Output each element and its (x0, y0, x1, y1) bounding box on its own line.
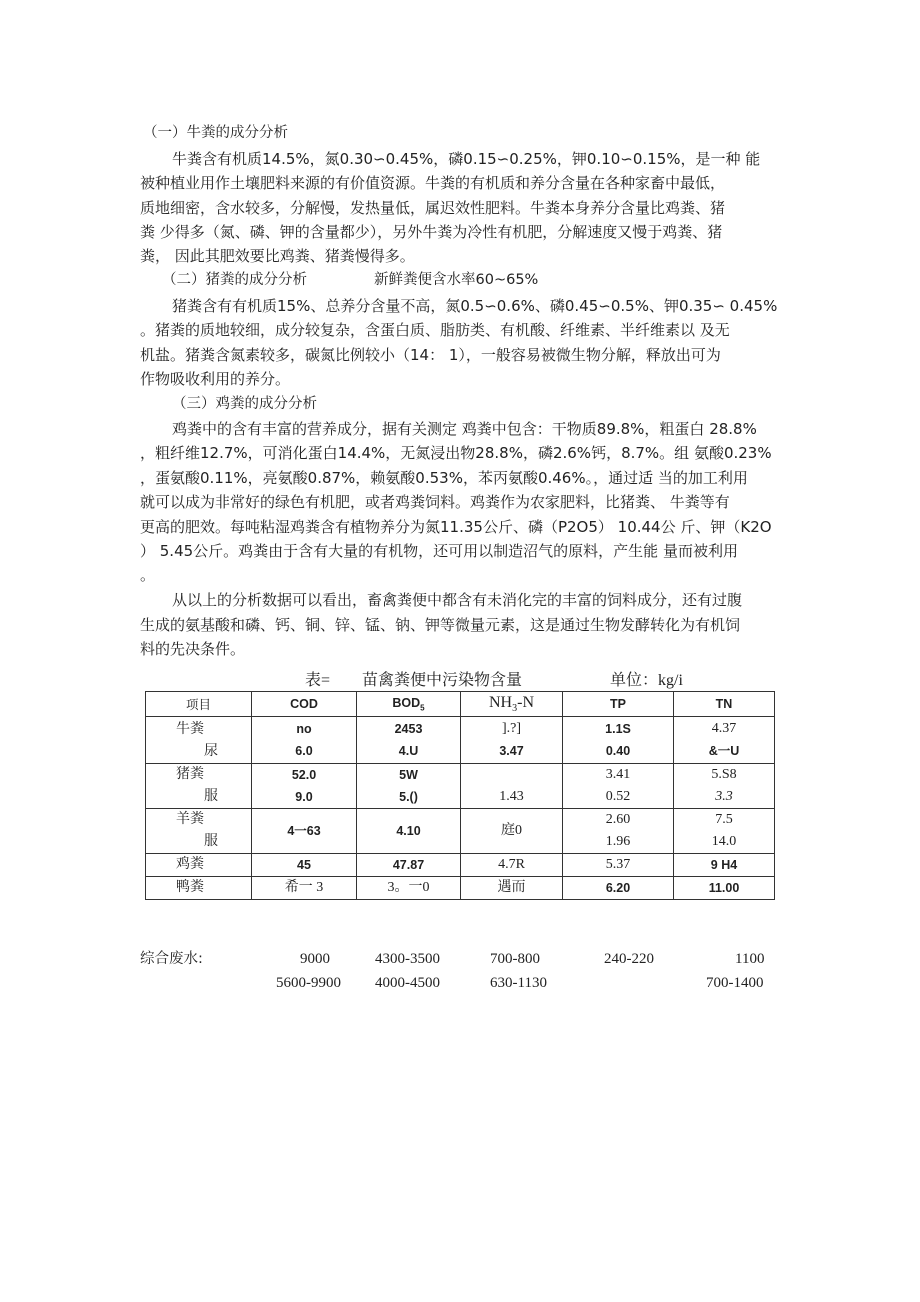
row-name-pig-urine: 服 (204, 789, 218, 804)
cell-tp: 2.60 (605, 812, 631, 827)
summary-line-1: 从以上的分析数据可以看出，畜禽粪便中都含有未消化完的丰富的饲料成分，还有过腹 (172, 591, 743, 609)
pig-line-4: 作物吸收利用的养分。 (140, 370, 291, 388)
wastewater-value: 700-800 (490, 951, 540, 967)
cell-tn: &一U (708, 744, 740, 758)
cell-tp: 6.20 (605, 881, 631, 895)
cell-tn: 5.S8 (711, 767, 737, 782)
table-row (146, 877, 775, 900)
cell-cod: no (296, 722, 312, 736)
pollutant-table (145, 691, 775, 900)
wastewater-value: 240-220 (604, 951, 654, 967)
pig-line-3: 机盐。猪粪含氮素较多，碳氮比例较小（14： 1），一般容易被微生物分解，释放出可为 (140, 346, 721, 364)
cow-line-1: 牛粪含有机质14.5%，氮0.30∽0.45%，磷0.15∽0.25%，钾0.10∽0.15%，是一种 能 (172, 150, 761, 168)
header-nh3n: $NH_3-N$ (461, 692, 563, 717)
row-name-cow-urine: 尿 (204, 744, 218, 759)
cell-tn: 14.0 (711, 834, 737, 849)
chicken-line-7: 。 (140, 566, 156, 584)
row-name-pig: 猪粪 (176, 767, 204, 782)
row-name-chicken: 鸡粪 (176, 857, 204, 872)
chicken-line-2: ，粗纤维12.7%，可消化蛋白14.4%，无氮浸出物28.8%，磷2.6%钙，8.7%。组 氨酸0.23% (140, 444, 772, 462)
wastewater-value: 5600-9900 (276, 975, 341, 991)
cell-nh3: 3.47 (499, 744, 524, 758)
row-name-sheep-urine: 服 (204, 834, 218, 849)
cow-line-2: 被种植业用作土壤肥料来源的有价值资源。牛粪的有机质和养分含量在各种家畜中最低， (140, 174, 726, 192)
cell-bod: 4.10 (396, 824, 421, 838)
table-caption-prefix: 表= (305, 672, 331, 689)
header-tp: TP (563, 692, 674, 717)
cell-tp: 1.96 (605, 834, 631, 849)
wastewater-value: 4000-4500 (375, 975, 440, 991)
wastewater-value: 700-1400 (706, 975, 764, 991)
table-caption-unit: 单位：kg/i (610, 672, 683, 689)
cell-nh3: 4.7R (498, 857, 525, 872)
cell-tp: 1.1S (605, 722, 631, 736)
cell-cod: 4一63 (287, 824, 321, 838)
table-row (146, 809, 775, 854)
wastewater-label: 综合废水: (140, 951, 203, 967)
wastewater-value: 9000 (300, 951, 330, 967)
chicken-line-3: ，蛋氨酸0.11%，亮氨酸0.87%，赖氨酸0.53%，苯丙氨酸0.46%。，通过适 当的加工利用 (140, 469, 748, 487)
summary-line-3: 料的先决条件。 (140, 640, 246, 658)
cell-cod: 52.0 (291, 768, 317, 782)
cell-cod: 希一 3 (284, 880, 324, 895)
chicken-line-4: 就可以成为非常好的绿色有机肥，或者鸡粪饲料。鸡粪作为农家肥料，比猪粪、 牛粪等有 (140, 493, 730, 511)
heading-cow: （一）牛粪的成分分析 (143, 125, 288, 141)
cell-nh3: 庭0 (501, 823, 522, 838)
table-row (146, 717, 775, 764)
cell-nh3: 遇而 (497, 880, 526, 895)
cell-bod: 2453 (394, 722, 423, 736)
cow-line-4: 粪 少得多（氮、磷、钾的含量都少），另外牛粪为冷性有机肥，分解速度又慢于鸡粪、猪 (140, 223, 723, 241)
cell-bod: 3。一0 (387, 880, 430, 895)
cell-nh3 (461, 764, 562, 786)
heading-pig: （二）猪粪的成分分析 (162, 272, 307, 288)
row-name-sheep: 羊粪 (176, 812, 204, 827)
pig-heading-note: 新鲜粪便含水率60~65% (374, 272, 539, 288)
cell-tp: 5.37 (605, 857, 631, 872)
cell-bod: 5.() (399, 790, 418, 804)
chicken-line-1: 鸡粪中的含有丰富的营养成分，据有关测定 鸡粪中包含：干物质89.8%，粗蛋白 28.8% (172, 420, 757, 438)
chicken-line-5: 更高的肥效。每吨粘湿鸡粪含有植物养分为氮11.35公斤、磷（P2O5） 10.44公 斤、钾（K2O (140, 518, 772, 536)
cow-line-5: 粪， 因此其肥效要比鸡粪、猪粪慢得多。 (140, 247, 415, 265)
cell-cod: 6.0 (295, 744, 313, 758)
table-row (146, 854, 775, 877)
cell-tn: 9 H4 (710, 858, 738, 872)
header-item: 项目 (146, 692, 252, 717)
table-row (146, 764, 775, 809)
wastewater-value: 1100 (735, 951, 765, 967)
heading-chicken: （三）鸡粪的成分分析 (172, 396, 317, 412)
wastewater-value: 630-1130 (490, 975, 547, 991)
cell-cod: 45 (297, 858, 311, 872)
cell-tp: 0.40 (605, 744, 631, 758)
pig-line-1: 猪粪含有有机质15%、总养分含量不高，氮0.5∽0.6%、磷0.45∽0.5%、钾0.35∽ 0.45% (172, 297, 778, 315)
header-tn: TN (674, 692, 775, 717)
cow-line-3: 质地细密，含水较多，分解慢，发热量低，属迟效性肥料。牛粪本身养分含量比鸡粪、猪 (140, 199, 726, 217)
header-bod5: $BOD_5$ (357, 692, 461, 717)
cell-tp: 0.52 (605, 789, 631, 804)
cell-nh3: ].?] (501, 721, 522, 736)
table-header-row (146, 692, 775, 717)
cell-tn: 3.3 (715, 789, 733, 804)
summary-line-2: 生成的氨基酸和磷、钙、铜、锌、锰、钠、钾等微量元素，这是通过生物发酵转化为有机饲 (140, 616, 741, 634)
cell-tp: 3.41 (605, 767, 631, 782)
cell-tn: 11.00 (708, 881, 740, 895)
cell-bod: 5W (399, 768, 418, 782)
header-cod: COD (252, 692, 357, 717)
wastewater-value: 4300-3500 (375, 951, 440, 967)
cell-cod: 9.0 (295, 790, 313, 804)
cell-nh3: 1.43 (499, 789, 524, 804)
row-name-duck: 鸭粪 (176, 880, 204, 895)
cell-bod: 47.87 (392, 858, 425, 872)
row-name-cow: 牛粪 (176, 722, 204, 737)
cell-bod: 4.U (398, 744, 419, 758)
cell-tn: 7.5 (715, 812, 733, 827)
chicken-line-6: ） 5.45公斤。鸡粪由于含有大量的有机物，还可用以制造沼气的原料，产生能 量而被利用 (140, 542, 738, 560)
pig-line-2: 。猪粪的质地较细，成分较复杂，含蛋白质、脂肪类、有机酸、纤维素、半纤维素以 及无 (140, 321, 730, 339)
table-caption-title: 苗禽粪便中污染物含量 (362, 672, 523, 689)
cell-tn: 4.37 (711, 721, 737, 736)
